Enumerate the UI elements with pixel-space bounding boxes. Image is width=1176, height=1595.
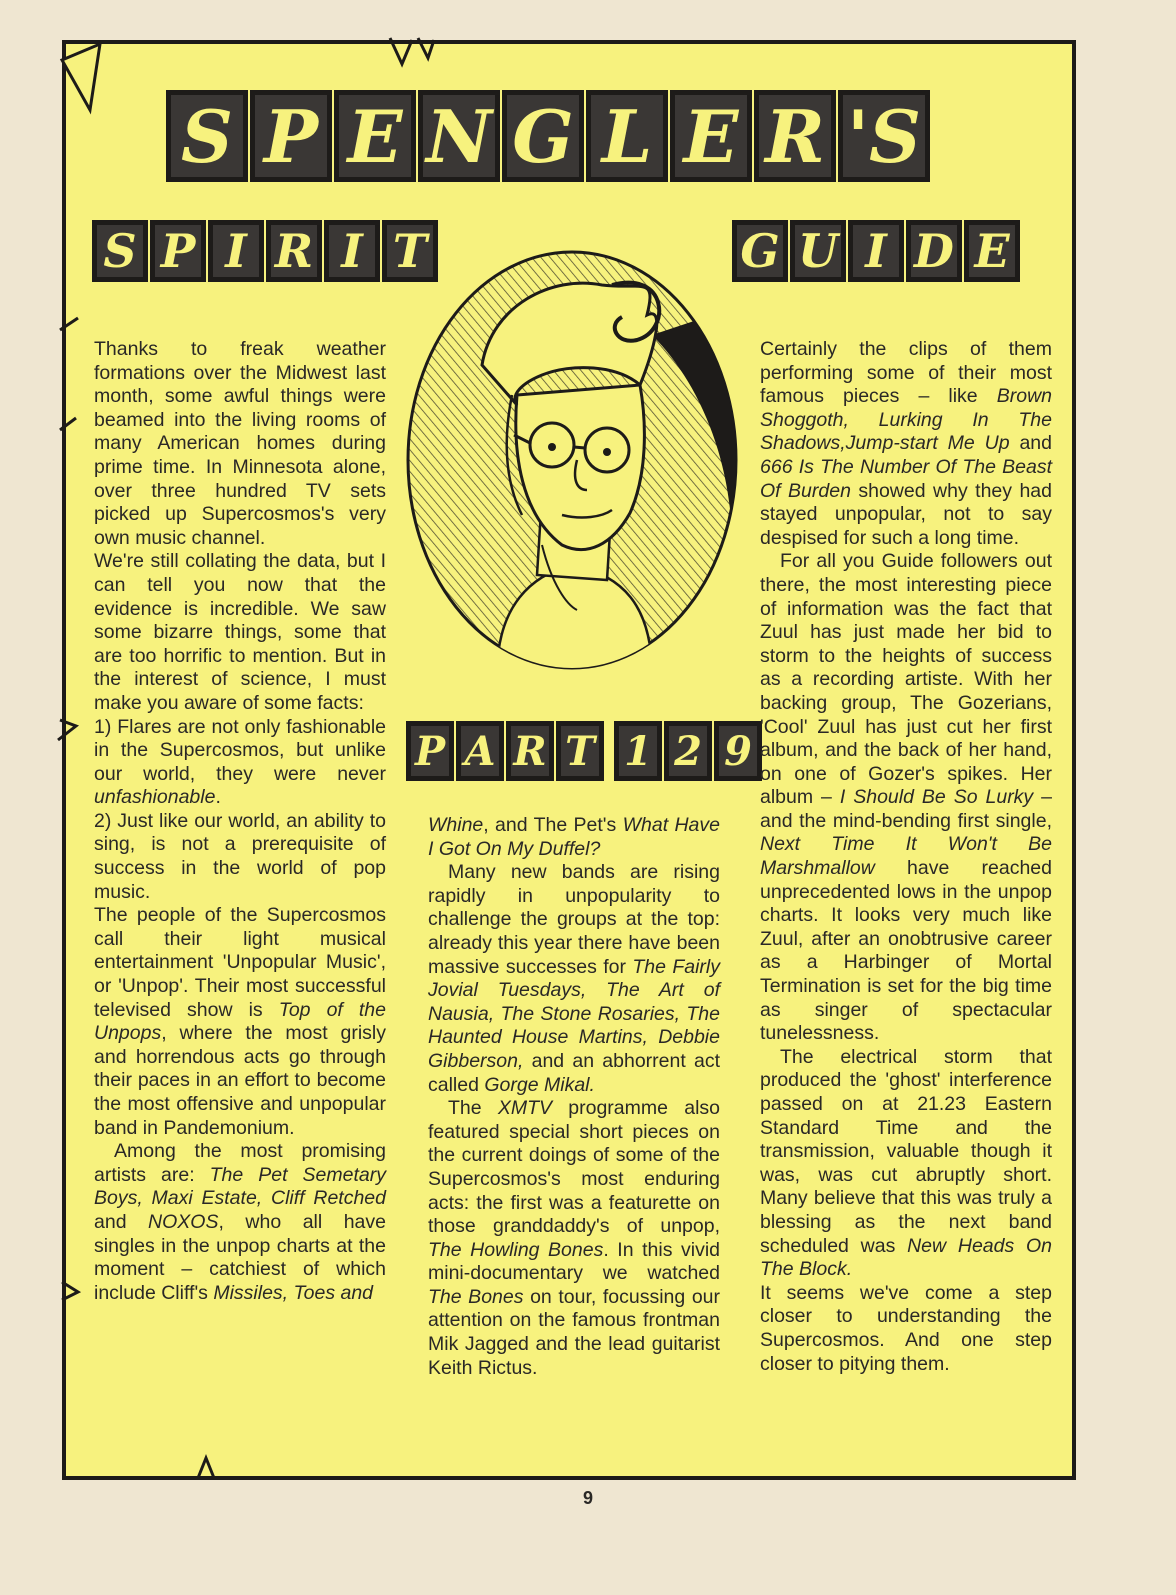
title-letter: S xyxy=(168,92,246,180)
guide-letter: D xyxy=(908,222,960,280)
title-guide xyxy=(734,222,1018,280)
guide-letter: G xyxy=(734,222,786,280)
title-spenglers xyxy=(168,92,928,180)
spirit-letter: T xyxy=(384,222,436,280)
part-letter: A xyxy=(458,723,502,779)
spirit-letter: I xyxy=(210,222,262,280)
guide-letter: E xyxy=(966,222,1018,280)
paragraph: The people of the Supercosmos call their light musical entertainment 'Unpopular Music', or 'Unpop'. Their most successful televised show is Top of the Unpops, where the most grisly and horrendous acts go through their paces in an effort to become the most offensive and unpopular band in Pandemonium. xyxy=(94,904,386,1139)
paragraph: We're still collating the data, but I can tell you now that the evidence is incredible. We saw some bizarre things, some that are too horrific to mention. But in the interest of science, I must make you aware of some facts: xyxy=(94,550,386,714)
part-letter: R xyxy=(508,723,552,779)
paragraph: Among the most promising artists are: The Pet Semetary Boys, Maxi Estate, Cliff Retched and NOXOS, who all have singles in the unpop charts at the moment – catchiest of which include Cliff's Missiles, Toes and xyxy=(94,1140,386,1304)
article-column-right xyxy=(760,338,1052,1376)
part-digit: 2 xyxy=(666,723,710,779)
paragraph: For all you Guide followers out there, the most interesting piece of information was the fact that Zuul has just made her bid to storm to the heights of success as a recording artiste. With her backing group, The Gozerians, 'Cool' Zuul has just cut her first album, and the back of her hand, on one of Gozer's spikes. Her album – I Should Be So Lurky – and the mind-bending first single, Next Time It Won't Be Marshmallow have reached unprecedented lows in the unpop charts. It looks very much like Zuul, after an onobtrusive career as a Harbinger of Mortal Termination is set for the big time as singer of spectacular tunelessness. xyxy=(760,550,1052,1045)
title-letter: P xyxy=(252,92,330,180)
spirit-letter: P xyxy=(152,222,204,280)
part-letter: P xyxy=(408,723,452,779)
paragraph: 2) Just like our world, an ability to sing, is not a prerequisite of success in the world of pop music. xyxy=(94,809,386,903)
paragraph: Whine, and The Pet's What Have I Got On My Duffel? xyxy=(428,814,720,860)
article-column-left xyxy=(94,338,386,1305)
title-spirit xyxy=(94,222,436,280)
title-letter: L xyxy=(588,92,666,180)
paragraph: Thanks to freak weather formations over the Midwest last month, some awful things were beamed into the living rooms of many American homes during prime time. In Minnesota alone, over three hundred TV sets picked up Supercosmos's very own music channel. xyxy=(94,338,386,549)
paragraph: Certainly the clips of them performing some of their most famous pieces – like Brown Shoggoth, Lurking In The Shadows,Jump-start Me Up and 666 Is The Number Of The Beast Of Burden showed why they had stayed unpopular, not to say despised for such a long time. xyxy=(760,338,1052,549)
title-letter: E xyxy=(336,92,414,180)
page-number: 9 xyxy=(582,1488,593,1508)
part-digit: 9 xyxy=(716,723,760,779)
spirit-letter: I xyxy=(326,222,378,280)
title-letter: R xyxy=(756,92,834,180)
title-letter: G xyxy=(504,92,582,180)
guide-letter: I xyxy=(850,222,902,280)
part-label xyxy=(408,723,760,779)
paragraph: The electrical storm that produced the 'ghost' interference passed on at 21.23 Eastern Standard Time and the transmission, valuable though it was, was cut abruptly short. Many believe that this was truly a blessing as the next band scheduled was New Heads On The Block. xyxy=(760,1045,1052,1281)
spirit-letter: R xyxy=(268,222,320,280)
paragraph: It seems we've come a step closer to understanding the Supercosmos. And one step closer to pitying them. xyxy=(760,1281,1052,1375)
title-letter: E xyxy=(672,92,750,180)
article-column-middle xyxy=(428,814,720,1380)
paragraph: 1) Flares are not only fashionable in the Supercosmos, but unlike our world, they were never unfashionable. xyxy=(94,715,386,809)
title-letter: 'S xyxy=(840,92,928,180)
part-digit: 1 xyxy=(616,723,660,779)
part-letter: T xyxy=(558,723,602,779)
egon-spengler-portrait-icon xyxy=(402,245,742,675)
paragraph: The XMTV programme also featured special short pieces on the current doings of some of the Supercosmos's most enduring acts: the first was a featurette on those granddaddy's of unpop, The Howling Bones. In this vivid mini-documentary we watched The Bones on tour, focussing our attention on the famous frontman Mik Jagged and the lead guitarist Keith Rictus. xyxy=(428,1097,721,1379)
guide-letter: U xyxy=(792,222,844,280)
paragraph: Many new bands are rising rapidly in unpopularity to challenge the groups at the top: already this year there have been massive successes for The Fairly Jovial Tuesdays, The Art of Nausia, The Stone Rosaries, The Haunted House Martins, Debbie Gibberson, and an abhorrent act called Gorge Mikal. xyxy=(428,861,720,1096)
title-letter: N xyxy=(420,92,498,180)
spirit-letter: S xyxy=(94,222,146,280)
